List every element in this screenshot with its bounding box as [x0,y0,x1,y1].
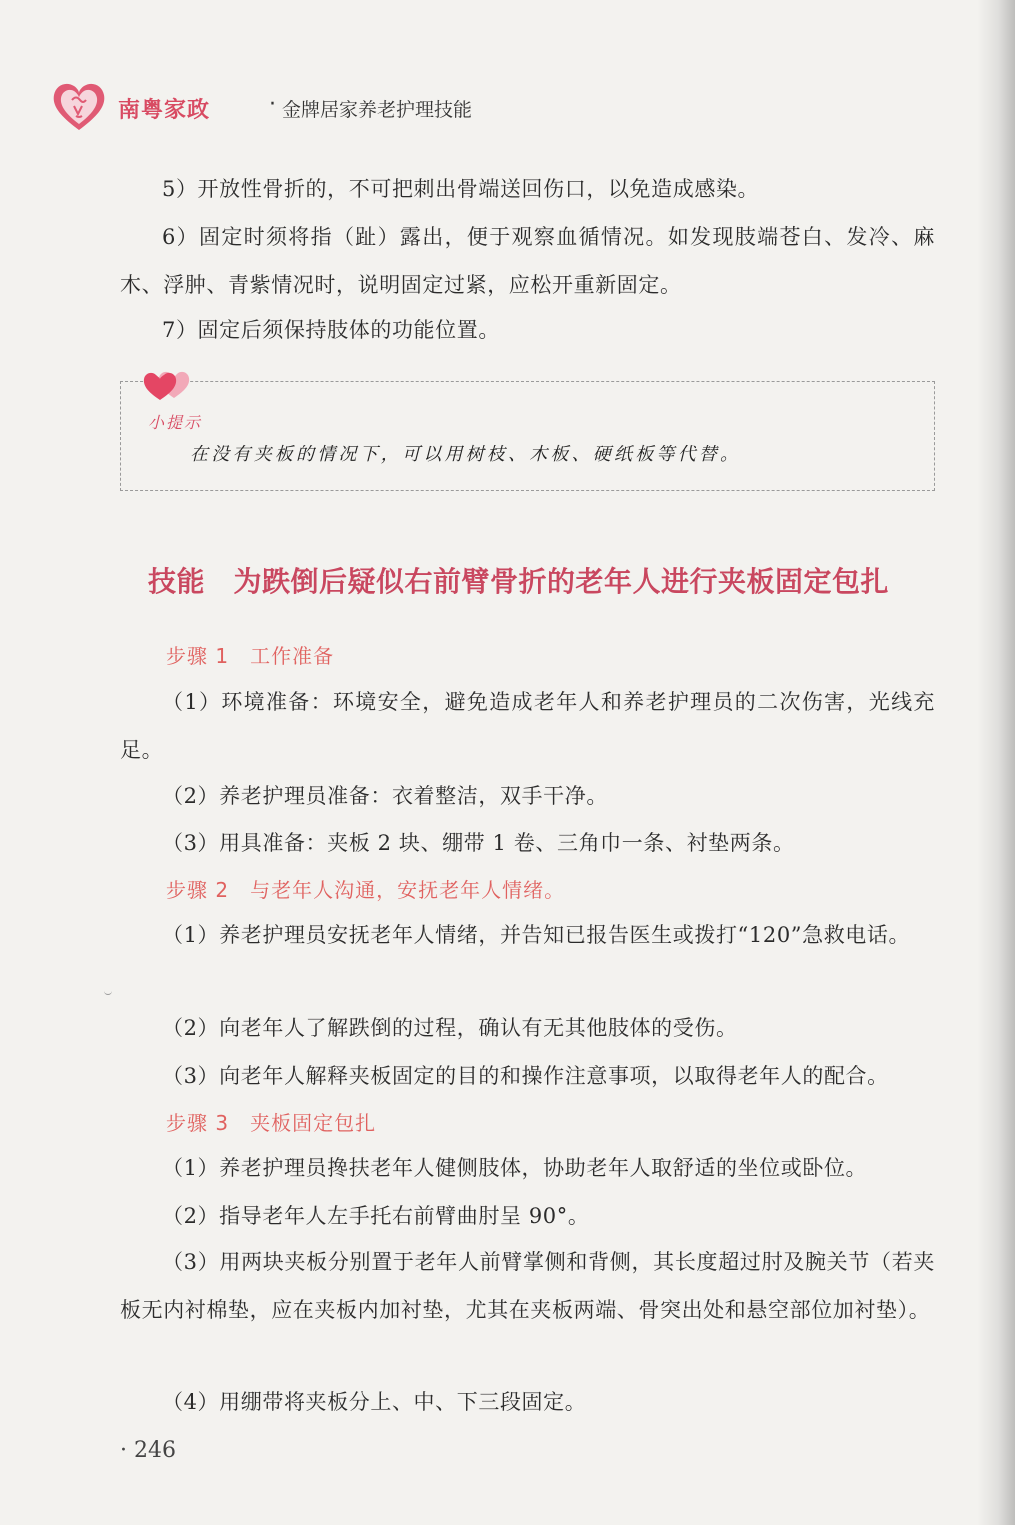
note-item-7: 7）固定后须保持肢体的功能位置。 [162,318,500,342]
skill-title: 技能 为跌倒后疑似右前臂骨折的老年人进行夹板固定包扎 [148,565,890,598]
tip-box [120,381,935,491]
step-2-item-3: （3）向老年人解释夹板固定的目的和操作注意事项，以取得老年人的配合。 [162,1064,889,1088]
note-item-5: 5）开放性骨折的，不可把刺出骨端送回伤口，以免造成感染。 [162,177,760,201]
page-number: · 246 [120,1438,176,1463]
header-book-title: 金牌居家养老护理技能 [282,99,473,121]
note-item-6: 6）固定时须将指（趾）露出，便于观察血循情况。如发现肢端苍白、发冷、麻木、浮肿、青紫情况时，说明固定过紧，应松开重新固定。 [120,225,935,297]
step-3-item-3: （3）用两块夹板分别置于老年人前臂掌侧和背侧，其长度超过肘及腕关节（若夹板无内衬棉垫，应在夹板内加衬垫，尤其在夹板两端、骨突出处和悬空部位加衬垫）。 [120,1250,935,1322]
step-1-item-1: （1）环境准备：环境安全，避免造成老年人和养老护理员的二次伤害，光线充足。 [120,690,935,762]
step-2-item-2: （2）向老年人了解跌倒的过程，确认有无其他肢体的受伤。 [162,1016,738,1040]
heart-logo-icon [50,80,108,132]
step-1-heading: 步骤 1 工作准备 [166,644,335,668]
step-1-item-3: （3）用具准备：夹板 2 块、绷带 1 卷、三角巾一条、衬垫两条。 [162,831,795,855]
step-2-heading: 步骤 2 与老年人沟通，安抚老年人情绪。 [166,878,566,902]
hearts-icon [140,362,210,406]
header-separator: · [269,92,276,117]
running-header [50,80,650,132]
step-2-item-1: （1）养老护理员安抚老年人情绪，并告知已报告医生或拨打“120”急救电话。 [162,923,911,947]
page-edge-shadow [977,0,1015,1525]
header-brand: 南粤家政 [118,98,211,123]
step-1-item-2: （2）养老护理员准备：衣着整洁，双手干净。 [162,784,608,808]
tip-text: 在没有夹板的情况下，可以用树枝、木板、硬纸板等代替。 [190,444,742,465]
step-3-item-1: （1）养老护理员搀扶老年人健侧肢体，协助老年人取舒适的坐位或卧位。 [162,1156,868,1180]
tip-label: 小提示 [148,413,203,432]
step-3-item-4: （4）用绷带将夹板分上、中、下三段固定。 [162,1390,587,1414]
step-3-item-2: （2）指导老年人左手托右前臂曲肘呈 90°。 [162,1204,590,1228]
step-3-heading: 步骤 3 夹板固定包扎 [166,1111,377,1135]
margin-mark [104,986,112,995]
